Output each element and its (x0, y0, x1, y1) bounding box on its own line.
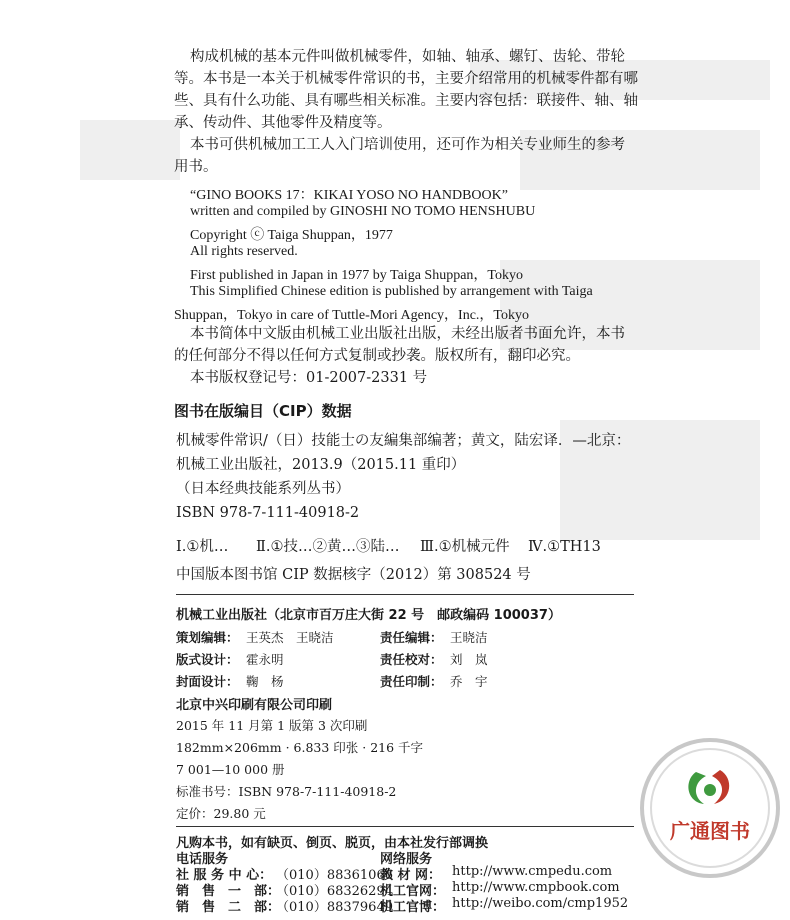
simplified-edition-2: Shuppan，Tokyo in care of Tuttle-Mori Agency，Inc.，Tokyo (174, 308, 529, 323)
cip-class-1: Ⅰ.①机… (176, 539, 229, 555)
book-format: 182mm×206mm · 6.833 印张 · 216 千字 (176, 740, 424, 755)
print-supervisor-label: 责任印制： (380, 674, 443, 689)
original-title: “GINO BOOKS 17：KIKAI YOSO NO HANDBOOK” (190, 188, 508, 203)
publisher-line: 机械工业出版社（北京市百万庄大街 22 号 邮政编码 100037） (176, 608, 561, 623)
store-stamp (634, 732, 786, 884)
proofreader-label: 责任校对： (380, 652, 443, 667)
registration-number: 本书版权登记号：01-2007-2331 号 (190, 370, 428, 386)
layout-design-label: 版式设计： (176, 652, 239, 667)
contact-web-label-official: 机工官网： (380, 884, 446, 899)
intro-line-4: 承、传动件、其他零件及精度等。 (174, 115, 392, 131)
contact-web-label-edu: 教 材 网： (380, 868, 442, 883)
notice-line-2: 的任何部分不得以任何方式复制或抄袭。版权所有，翻印必究。 (174, 348, 580, 364)
stamp-ring-outer (642, 740, 778, 876)
written-by: written and compiled by GINOSHI NO TOMO HENSHUBU (190, 204, 536, 219)
contact-web-edu: http://www.cmpedu.com (452, 864, 613, 879)
divider-2 (176, 826, 634, 827)
stamp-text: 广通图书 (670, 819, 750, 843)
first-published: First published in Japan in 1977 by Taiga Shuppan，Tokyo (190, 268, 523, 283)
intro-line-1: 构成机械的基本元件叫做机械零件，如轴、轴承、螺钉、齿轮、带轮 (190, 49, 625, 65)
proofreader: 刘 岚 (450, 652, 488, 667)
store-logo-icon (688, 770, 729, 804)
cover-designer: 鞠 杨 (246, 674, 284, 689)
notice-line-1: 本书简体中文版由机械工业出版社出版，未经出版者书面允许，本书 (190, 326, 625, 342)
defect-notice: 凡购本书，如有缺页、倒页、脱页，由本社发行部调换 (176, 836, 489, 851)
cip-verification: 中国版本图书馆 CIP 数据核字（2012）第 308524 号 (176, 567, 531, 583)
intro-line-5: 本书可供机械加工工人入门培训使用，还可作为相关专业师生的参考 (190, 137, 625, 153)
copyright-line: Copyright ⓒ Taiga Shuppan，1977 (190, 228, 393, 243)
cip-class-4: Ⅳ.①TH13 (528, 539, 601, 555)
responsible-editor-label: 责任编辑： (380, 630, 443, 645)
intro-line-6: 用书。 (174, 159, 218, 175)
printer: 北京中兴印刷有限公司印刷 (176, 698, 333, 713)
contact-phone-sales2: （010）88379649 (276, 900, 393, 915)
rights-reserved: All rights reserved. (190, 244, 298, 259)
contact-label-service: 社 服 务 中 心： (176, 868, 273, 883)
divider (176, 594, 634, 595)
cip-class-2: Ⅱ.①技…②黄…③陆… (256, 539, 400, 555)
contact-label-sales2: 销 售 二 部： (176, 900, 281, 915)
phone-service-heading: 电话服务 (176, 852, 229, 867)
intro-line-3: 些、具有什么功能、具有哪些相关标准。主要内容包括：联接件、轴、轴 (174, 93, 638, 109)
contact-web-weibo: http://weibo.com/cmp1952 (452, 896, 629, 911)
planning-editor: 王英杰 王晓洁 (246, 630, 334, 645)
web-service-heading: 网络服务 (380, 852, 433, 867)
cip-series: （日本经典技能系列丛书） (176, 481, 350, 497)
cip-line-1: 机械零件常识/（日）技能士の友編集部编著；黄文，陆宏译．—北京： (176, 433, 631, 449)
print-run: 7 001—10 000 册 (176, 762, 285, 777)
standard-book-number: 标准书号：ISBN 978-7-111-40918-2 (176, 784, 397, 799)
simplified-edition-1: This Simplified Chinese edition is published by arrangement with Taiga (190, 284, 593, 299)
cip-class-3: Ⅲ.①机械元件 (420, 539, 510, 555)
contact-phone-sales1: （010）68326294 (276, 884, 393, 899)
contact-web-official: http://www.cmpbook.com (452, 880, 620, 895)
contact-phone-service: （010）88361066 (276, 868, 393, 883)
cip-isbn: ISBN 978-7-111-40918-2 (176, 505, 360, 521)
responsible-editor: 王晓洁 (450, 630, 488, 645)
edition: 2015 年 11 月第 1 版第 3 次印刷 (176, 718, 368, 733)
contact-label-sales1: 销 售 一 部： (176, 884, 281, 899)
cover-design-label: 封面设计： (176, 674, 239, 689)
planning-editor-label: 策划编辑： (176, 630, 239, 645)
cip-line-2: 机械工业出版社，2013.9（2015.11 重印） (176, 457, 466, 473)
cip-heading: 图书在版编目（CIP）数据 (174, 402, 352, 420)
layout-designer: 霍永明 (246, 652, 284, 667)
contact-web-label-weibo: 机工官博： (380, 900, 446, 915)
print-supervisor: 乔 宇 (450, 674, 488, 689)
stamp-ring-inner (651, 749, 769, 867)
intro-line-2: 等。本书是一本关于机械零件常识的书，主要介绍常用的机械零件都有哪 (174, 71, 638, 87)
price: 定价：29.80 元 (176, 806, 266, 821)
